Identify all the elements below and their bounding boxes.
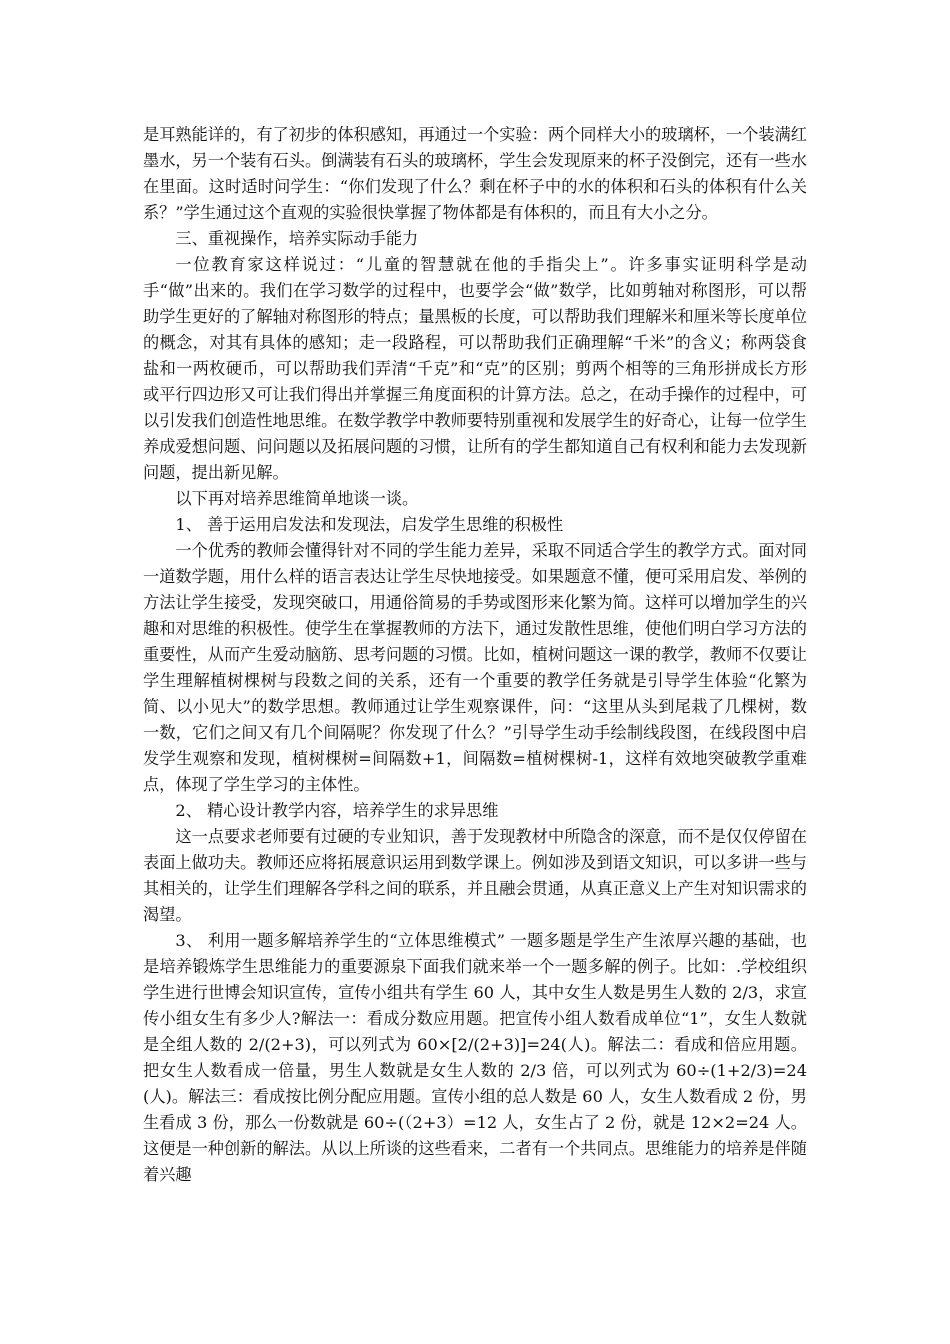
paragraph: 以下再对培养思维简单地谈一谈。 (175, 489, 419, 508)
subsection-heading: 1、 善于运用启发法和发现法，启发学生思维的积极性 (175, 515, 564, 534)
document-page (143, 122, 807, 1188)
section-heading: 三、重视操作，培养实际动手能力 (175, 229, 419, 248)
subsection-heading: 2、 精心设计教学内容，培养学生的求异思维 (175, 801, 499, 820)
paragraph: 3、 利用一题多解培养学生的“立体思维模式” 一题多题是学生产生浓厚兴趣的基础，也是培养锻炼学生思维能力的重要源泉下面我们就来举一个一题多解的例子。比如：.学校组织学生进行世博会知识宣传，宣传小组共有学生 60 人，其中女生人数是男生人数的 2/3，求宣传小组女生有多少人?解法一：看成分数应用题。把宣传小组人数看成单位“1”，女生人数就是全组人数的 2/(2+3)，可以列式为 60×[2/(2+3)]=24(人)。解法二：看成和倍应用题。把女生人数看成一倍量，男生人数就是女生人数的 2/3 倍，可以列式为 60÷(1+2/3)=24(人)。解法三：看成按比例分配应用题。宣传小组的总人数是 60 人，女生人数看成 2 份，男生看成 3 份，那么一份数就是 60÷(（2+3）=12 人，女生占了 2 份，就是 12×2=24 人。这便是一种创新的解法。从以上所谈的这些看来，二者有一个共同点。思维能力的培养是伴随着兴趣 (143, 931, 807, 1184)
paragraph: 是耳熟能详的，有了初步的体积感知，再通过一个实验：两个同样大小的玻璃杯，一个装满红墨水，另一个装有石头。倒满装有石头的玻璃杯，学生会发现原来的杯子没倒完，还有一些水在里面。这时适时问学生：“你们发现了什么？剩在杯子中的水的体积和石头的体积有什么关系？”学生通过这个直观的实验很快掌握了物体都是有体积的，而且有大小之分。 (143, 125, 807, 222)
paragraph: 一位教育家这样说过：“儿童的智慧就在他的手指尖上”。许多事实证明科学是动手“做”出来的。我们在学习数学的过程中，也要学会“做”数学，比如剪轴对称图形，可以帮助学生更好的了解轴对称图形的特点；量黑板的长度，可以帮助我们理解米和厘米等长度单位的概念，对其有具体的感知；走一段路程，可以帮助我们正确理解“千米”的含义；称两袋食盐和一两枚硬币，可以帮助我们弄清“千克”和“克”的区别；剪两个相等的三角形拼成长方形或平行四边形又可让我们得出并掌握三角度面积的计算方法。总之，在动手操作的过程中，可以引发我们创造性地思维。在数学教学中教师要特别重视和发展学生的好奇心，让每一位学生养成爱想问题、问问题以及拓展问题的习惯，让所有的学生都知道自己有权利和能力去发现新问题，提出新见解。 (143, 255, 807, 482)
paragraph: 一个优秀的教师会懂得针对不同的学生能力差异，采取不同适合学生的教学方式。面对同一道数学题，用什么样的语言表达让学生尽快地接受。如果题意不懂，便可采用启发、举例的方法让学生接受，发现突破口，用通俗简易的手势或图形来化繁为简。这样可以增加学生的兴趣和对思维的积极性。使学生在掌握教师的方法下，通过发散性思维，使他们明白学习方法的重要性，从而产生爱动脑筋、思考问题的习惯。比如，植树问题这一课的教学，教师不仅要让学生理解植树棵树与段数之间的关系，还有一个重要的教学任务就是引导学生体验“化繁为简、以小见大”的数学思想。教师通过让学生观察课件，问：“这里从头到尾栽了几棵树，数一数，它们之间又有几个间隔呢？你发现了什么？”引导学生动手绘制线段图，在线段图中启发学生观察和发现，植树棵树=间隔数+1，间隔数=植树棵树-1，这样有效地突破教学重难点，体现了学生学习的主体性。 (143, 541, 807, 794)
paragraph: 这一点要求老师要有过硬的专业知识，善于发现教材中所隐含的深意，而不是仅仅停留在表面上做功夫。教师还应将拓展意识运用到数学课上。例如涉及到语文知识，可以多讲一些与其相关的，让学生们理解各学科之间的联系，并且融会贯通，从真正意义上产生对知识需求的渴望。 (143, 827, 807, 924)
